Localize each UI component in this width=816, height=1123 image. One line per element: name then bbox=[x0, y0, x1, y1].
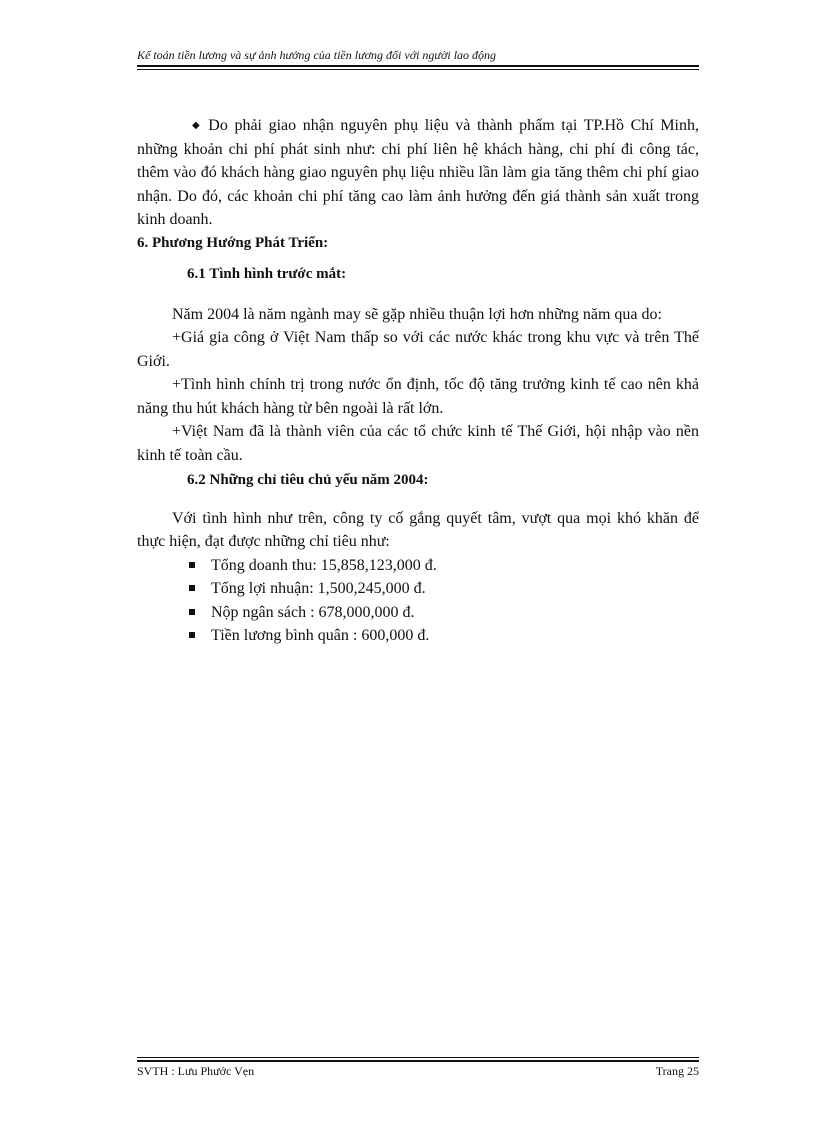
list-item bbox=[189, 624, 699, 648]
list-item bbox=[189, 577, 699, 601]
intro-paragraph-text: Do phải giao nhận nguyên phụ liệu và thành phẩm tại TP.Hồ Chí Minh, những khoản chi phí phát sinh như: chi phí liên hệ khách hàng, chi phí đi công tác, thêm vào đó khách hàng giao nguyên phụ liệu nhiều lần làm gia tăng thêm chi phí giao nhận. Do đó, các khoản chi phí tăng cao làm ảnh hưởng đến giá thành sản xuất trong kinh doanh. bbox=[137, 117, 699, 228]
advantage-point-3: +Việt Nam đã là thành viên của các tổ chức kinh tế Thế Giới, hội nhập vào nền kinh tế toàn cầu. bbox=[137, 423, 699, 464]
subsection-6-1-heading: 6.1 Tình hình trước mắt: bbox=[187, 266, 347, 282]
footer-rule bbox=[137, 1057, 699, 1062]
subsection-6-2-heading: 6.2 Những chỉ tiêu chủ yếu năm 2004: bbox=[187, 472, 429, 488]
list-item bbox=[189, 601, 699, 625]
subsection-6-1-intro: Năm 2004 là năm ngành may sẽ gặp nhiều thuận lợi hơn những năm qua do: bbox=[172, 305, 662, 323]
target-revenue: Tổng doanh thu: 15,858,123,000 đ. bbox=[211, 556, 437, 574]
header-rule bbox=[137, 65, 699, 70]
list-item bbox=[189, 554, 699, 578]
square-bullet-icon bbox=[189, 585, 195, 591]
intro-paragraph bbox=[137, 114, 699, 232]
targets-list bbox=[137, 554, 699, 648]
diamond-bullet-icon: ◆ bbox=[192, 120, 203, 131]
running-header: Kế toán tiền lương và sự ảnh hưởng của tiền lương đối với người lao động bbox=[137, 48, 497, 62]
footer-page-number: Trang 25 bbox=[655, 1064, 699, 1078]
section-6-heading: 6. Phương Hướng Phát Triển: bbox=[137, 234, 329, 251]
target-average-salary: Tiền lương bình quân : 600,000 đ. bbox=[211, 627, 430, 644]
advantage-point-1: +Giá gia công ở Việt Nam thấp so với các nước khác trong khu vực và trên Thế Giới. bbox=[137, 329, 699, 370]
square-bullet-icon bbox=[189, 609, 195, 615]
subsection-6-2-intro: Với tình hình như trên, công ty cố gắng quyết tâm, vượt qua mọi khó khăn để thực hiện, đạt được những chỉ tiêu như: bbox=[137, 509, 699, 550]
square-bullet-icon bbox=[189, 562, 195, 568]
advantage-point-2: +Tình hình chính trị trong nước ổn định, tốc độ tăng trưởng kinh tế cao nên khả năng thu hút khách hàng từ bên ngoài là rất lớn. bbox=[137, 376, 699, 417]
page-content bbox=[137, 114, 699, 648]
target-profit: Tổng lợi nhuận: 1,500,245,000 đ. bbox=[211, 580, 426, 597]
target-budget: Nộp ngân sách : 678,000,000 đ. bbox=[211, 603, 415, 621]
footer-author: SVTH : Lưu Phước Vẹn bbox=[137, 1064, 255, 1078]
square-bullet-icon bbox=[189, 632, 195, 638]
